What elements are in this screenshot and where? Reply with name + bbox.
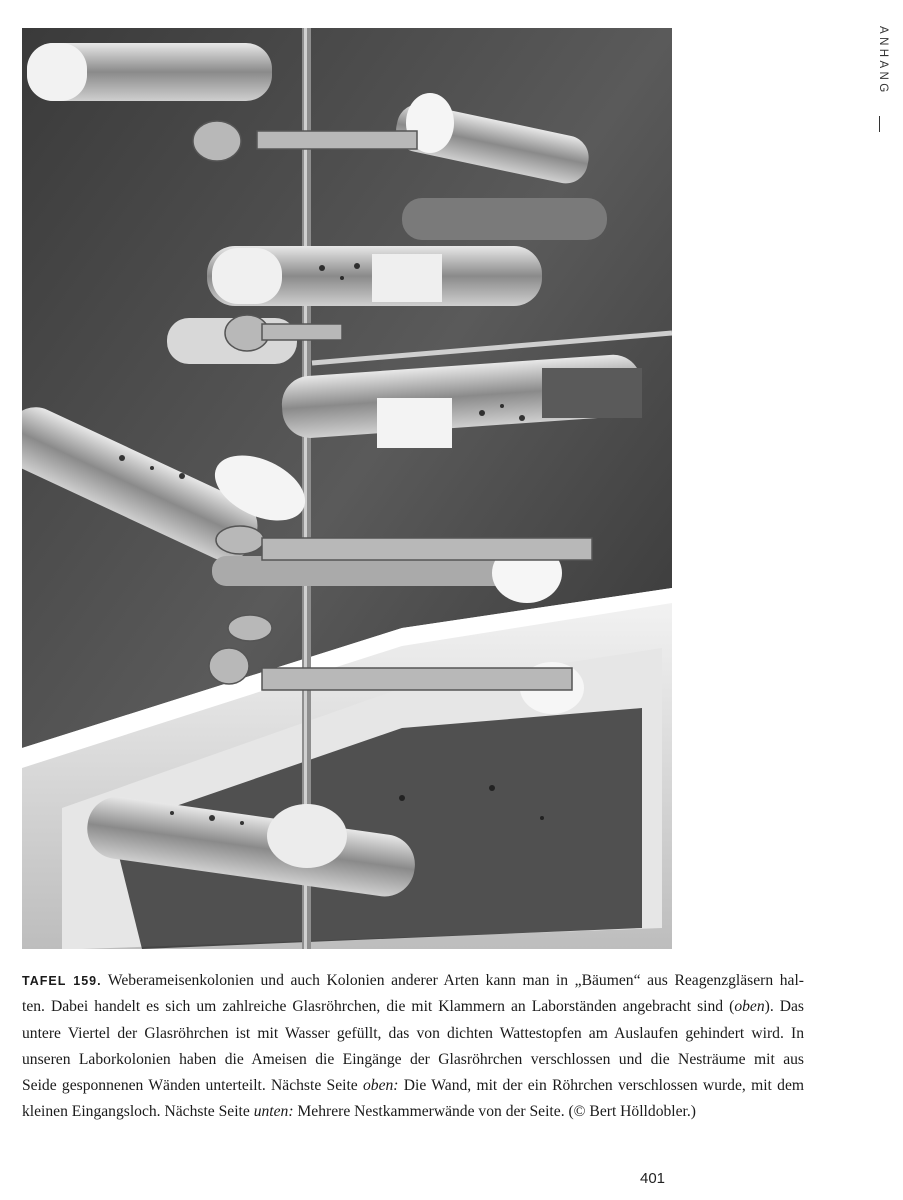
photo-illustration: [22, 28, 672, 949]
caption-line: unseren Laborkolonien haben die Ameisen die Eingänge der Glasröhrchen verschlossen und die Nesträume mit aus: [22, 1050, 804, 1068]
caption-line: TAFEL 159. Weberameisenkolonien und auch Kolonien anderer Arten kann man in „Bäumen“ aus Reagenzgläsern hal-: [22, 972, 804, 989]
section-rule: [879, 116, 880, 132]
page-number: 401: [640, 1170, 666, 1187]
section-side-header: [873, 26, 897, 136]
photo-test-tube-tree: [22, 28, 672, 949]
plate-label: TAFEL 159.: [22, 974, 102, 988]
section-title: ANHANG: [877, 26, 889, 96]
figure-caption: [22, 968, 804, 1126]
caption-line: ten. Dabei handelt es sich um zahlreiche Glasröhrchen, die mit Klammern an Laborständen angebracht sind (oben). Das: [22, 998, 805, 1016]
caption-line: kleinen Eingangsloch. Nächste Seite unten: Mehrere Nestkammerwände von der Seite. (© Bert Hölldobler.): [22, 1103, 696, 1121]
caption-line: Seide gesponnenen Wänden unterteilt. Nächste Seite oben: Die Wand, mit der ein Röhrchen verschlossen wurde, mit dem: [22, 1077, 804, 1095]
caption-line: untere Viertel der Glasröhrchen ist mit Wasser gefüllt, das von dichten Wattestopfen am Auslaufen gehindert wird. In: [22, 1024, 804, 1042]
